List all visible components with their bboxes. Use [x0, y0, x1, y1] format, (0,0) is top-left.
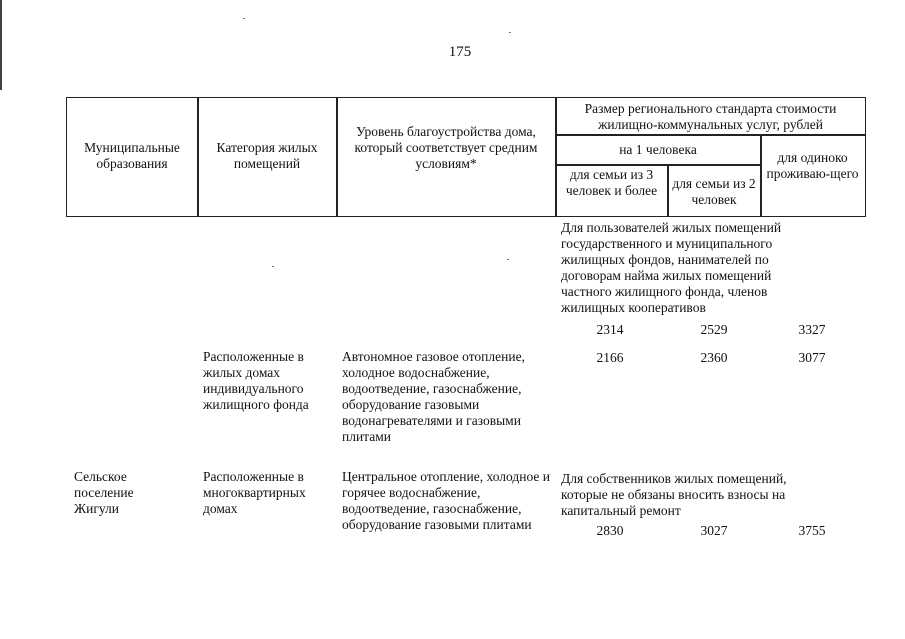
block1-value-single: 3327 — [798, 322, 826, 337]
row3-level: Центральное отопление, холодное и горячее водоснабжение, водоотведение, газоснабжение, оборудование газовыми плитами — [342, 469, 550, 532]
row2-level: Автономное газовое отопление, холодное водоснабжение, водоотведение, газоснабжение, оборудование газовыми водонагревателями и газовыми плитами — [342, 349, 525, 444]
row2-category: Расположенные в жилых домах индивидуального жилищного фонда — [203, 349, 309, 412]
scan-speck — [507, 259, 509, 260]
row2-value-single: 3077 — [798, 350, 826, 365]
scan-speck — [272, 266, 274, 267]
row3-value-family2: 3027 — [700, 523, 728, 538]
row3-value-single: 3755 — [798, 523, 826, 538]
row3-value-family3: 2830 — [596, 523, 624, 538]
row3-note: Для собственников жилых помещений, которые не обязаны вносить взносы на капитальный ремонт — [561, 471, 787, 518]
scan-speck — [243, 18, 245, 19]
header-municipal-label: Муниципальные образования — [84, 140, 180, 171]
header-category-label: Категория жилых помещений — [216, 140, 318, 171]
header-single-label: для одиноко проживаю-щего — [766, 150, 859, 181]
block1-value-family3: 2314 — [596, 322, 624, 337]
page-edge-mark — [0, 0, 2, 90]
page-number: 175 — [448, 44, 472, 60]
row3-category: Расположенные в многоквартирных домах — [203, 469, 306, 516]
row2-value-family2: 2360 — [700, 350, 728, 365]
scan-speck — [509, 32, 511, 33]
header-level-label: Уровень благоустройства дома, который соответствует средним условиям* — [354, 124, 538, 171]
header-family3-label: для семьи из 3 человек и более — [565, 167, 658, 198]
header-standard-label: Размер регионального стандарта стоимости жилищно-коммунальных услуг, рублей — [584, 101, 837, 132]
row3-municipal: Сельское поселение Жигули — [74, 469, 134, 516]
header-family2-label: для семьи из 2 человек — [672, 176, 756, 207]
block1-value-family2: 2529 — [700, 322, 728, 337]
row2-value-family3: 2166 — [596, 350, 624, 365]
block1-note: Для пользователей жилых помещений государственного и муниципального жилищных фондов, нанимателей по договорам найма жилых помещений частного жилищного фонда, членов жилищных кооперативов — [561, 220, 782, 315]
header-per-person-label: на 1 человека — [619, 142, 697, 157]
